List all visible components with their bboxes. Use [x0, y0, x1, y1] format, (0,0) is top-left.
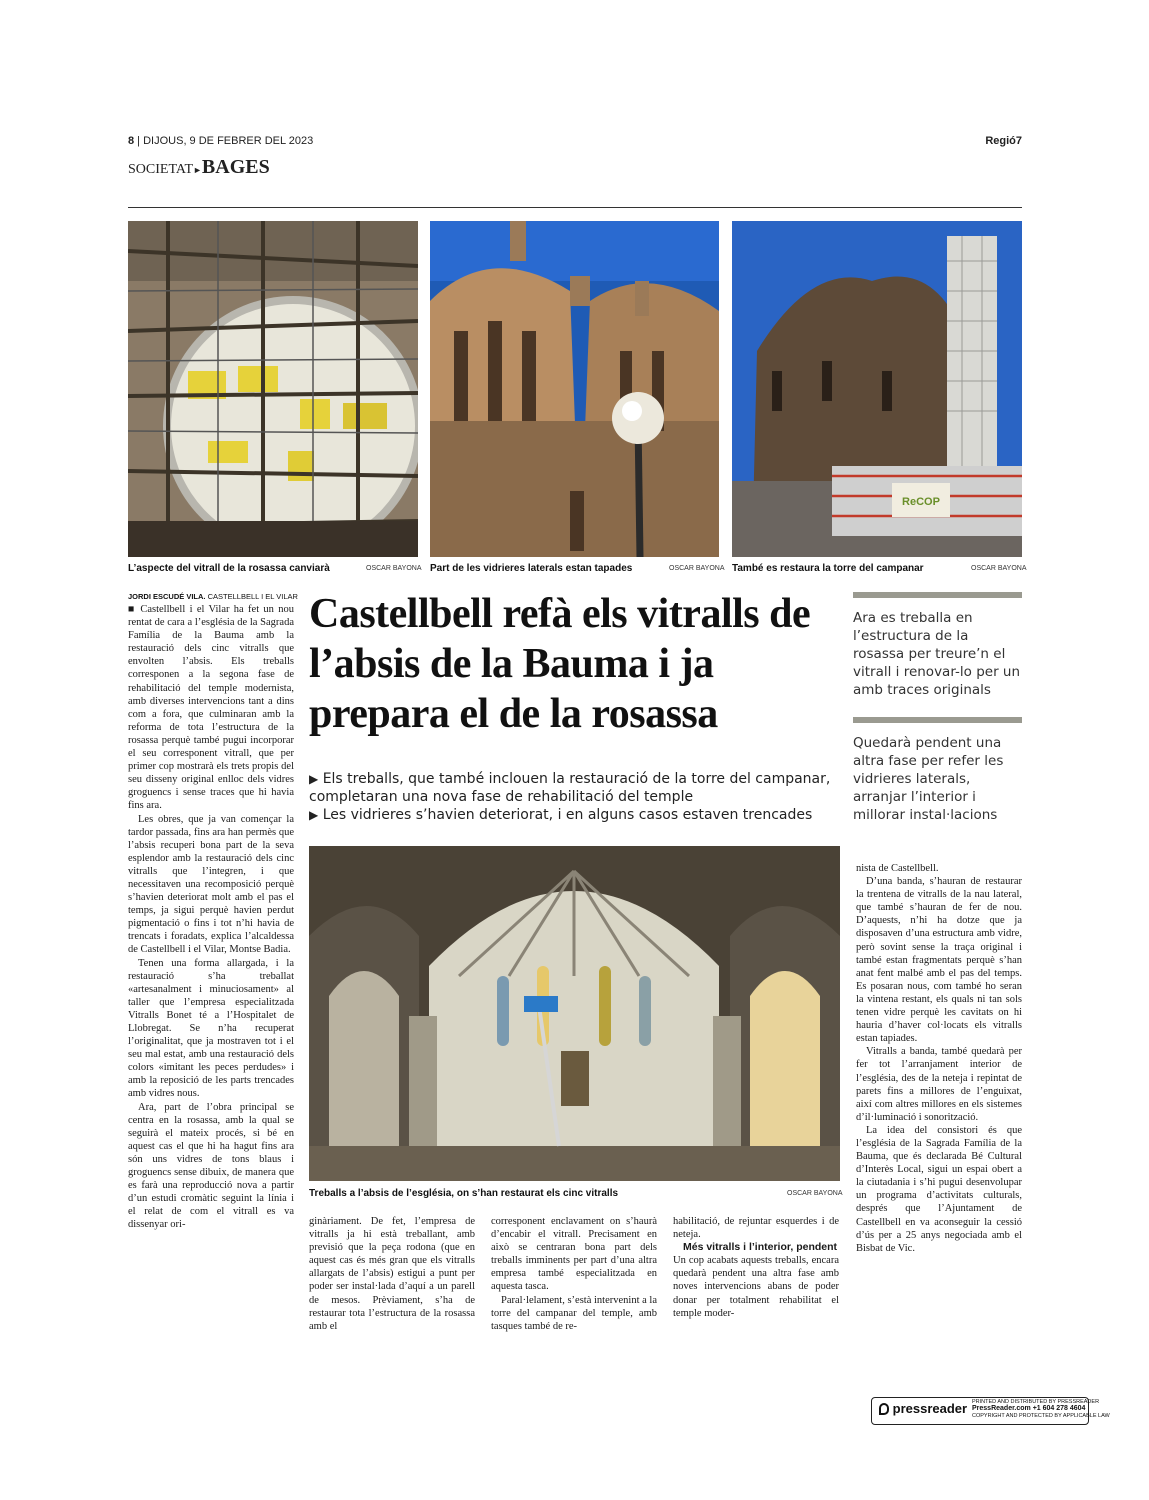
photo-apse-interior — [309, 846, 840, 1181]
quote-divider — [853, 717, 1022, 723]
pull-quote: Quedarà pendent una altra fase per refer les vidrieres laterals, arranjar l’interior i millorar instal·lacions — [853, 735, 1004, 823]
article-column-4 — [673, 1215, 839, 1320]
paragraph: ■ Castellbell i el Vilar ha fet un nou rentat de cara a l’església de la Sagrada Família de la Bauma amb la restauració dels cinc vitralls que envolten l’absis. Els treballs corresponen a la segona fase de rehabilitació del temple modernista, amb diverses intervencions tant a dins com a fora, que culminaran amb la reforma de tota l’estructura de la rosassa perquè també pugui incorporar el seu corresponent vitrall, que per primer cop mostrarà els trets propis del seu disseny original enlloc dels vidres groguencs i sense traces que hi havia fins ara. — [128, 604, 294, 812]
triangle-icon: ▶ — [309, 772, 319, 786]
photo-credit: OSCAR BAYONA — [971, 565, 1027, 572]
photo-caption: També es restaura la torre del campanar — [732, 563, 924, 574]
summary — [309, 770, 839, 824]
article-column-2 — [309, 1215, 475, 1333]
pull-quote: Ara es treballa en l’estructura de la rosassa per treure’n el vitrall i renovar-lo per un amb traces originals — [853, 610, 1021, 698]
page-date: DIJOUS, 9 DE FEBRER DEL 2023 — [143, 135, 314, 147]
summary-item: ▶ Els treballs, que també inclouen la restauració de la torre del campanar, completaran una nova fase de rehabilitació del temple — [309, 771, 831, 805]
photo-credit: OSCAR BAYONA — [787, 1190, 843, 1197]
pressreader-icon — [879, 1403, 889, 1415]
article-column-1 — [128, 603, 294, 1343]
page-number: 8 — [128, 135, 135, 147]
photo-side-windows — [430, 221, 719, 557]
page-folio: 8 | DIJOUS, 9 DE FEBRER DEL 2023 — [128, 135, 314, 147]
paragraph: ginàriament. De fet, l’empresa de vitralls ja hi està treballant, amb previsió que la peça rodona (que en aquest cas és més gran que els vitralls allargats de l’absis) estigui a punt per poder ser instal·lada d’aquí a un parell de mesos. Prèviament, s’ha de restaurar tota l’estructura de la rosassa amb el — [309, 1216, 475, 1332]
subheading: Més vitralls i l’interior, pendent — [683, 1241, 838, 1254]
photo-credit: OSCAR BAYONA — [366, 565, 422, 572]
photo-bell-tower — [732, 221, 1022, 557]
quote-divider — [853, 592, 1022, 598]
photo-credit: OSCAR BAYONA — [669, 565, 725, 572]
byline — [128, 592, 298, 601]
section-label — [128, 156, 270, 179]
triangle-icon: ► — [193, 165, 202, 175]
paragraph: Les obres, que ja van començar la tardor passada, fins ara han permès que l’absis recuperi bona part de la seva esplendor amb la restauració dels cinc vitralls que l’integren, i que necessitaven una recomposició perquè s’havien deteriorat molt amb el pas el temps, ja sigui perquè havien perdut pigmentació o fins i tot n’hi havia de trencats i foradats, explica l’alcaldessa de Castellbell i el Vilar, Montse Badia. — [128, 813, 294, 956]
paragraph: D’una banda, s’hauran de restaurar la trentena de vitralls de la nau lateral, que també s’hauran de fer de nou. D’aquests, n’hi ha dotze que ja disposaven d’una estructura amb vidre, però sovint sense la traça original i també estan fragmentats perquè s’han anat fent malbé amb el pas del temps. Es posaran nous, com també ho seran la vintena restant, els quals ni tan sols tenen vidre perquè les cavitats on hi hauria d’haver col·locats els vitralls estan tapiades. — [856, 876, 1022, 1045]
headline: Castellbell refà els vitralls de l’absis de la Bauma i ja prepara el de la rosassa — [309, 591, 811, 737]
byline-author: JORDI ESCUDÉ VILA. — [128, 592, 206, 601]
paragraph: Un cop acabats aquests treballs, encara quedarà pendent una altra fase amb noves intervencions abans de poder donar per totalment rehabilitat el temple moder- — [673, 1255, 839, 1319]
photo-caption: L’aspecte del vitrall de la rosassa canviarà — [128, 563, 330, 574]
photo-caption: Treballs a l’absis de l’església, on s’han restaurat els cinc vitralls — [309, 1188, 619, 1199]
section-name: SOCIETAT — [128, 162, 193, 177]
banner-text: ReCOP — [902, 496, 940, 508]
paragraph: habilitació, de rejuntar esquerdes i de neteja. — [673, 1216, 839, 1241]
paragraph: La idea del consistori és que l’església de la Sagrada Família de la Bauma, que és declarada Bé Cultural d’Interès Local, sigui un espai obert a la ciutadania i s’hi pugui desenvolupar un programa d’activitats culturals, després que l’Ajuntament de Castellbell en va aconseguir la cessió d’ús per a 25 anys negociada amb el Bisbat de Vic. — [856, 1124, 1022, 1254]
pressreader-notice: PRINTED AND DISTRIBUTED BY PRESSREADER PressReader.com +1 604 278 4604 COPYRIGHT AND PROTECTED BY APPLICABLE LAW — [972, 1399, 1110, 1419]
newspaper-brand: Regió7 — [985, 135, 1022, 147]
paragraph: nista de Castellbell. — [856, 863, 939, 874]
article-column-5 — [856, 862, 1022, 1255]
byline-place: CASTELLBELL I EL VILAR — [207, 592, 298, 601]
summary-item: ▶ Les vidrieres s’havien deteriorat, i en alguns casos estaven trencades — [309, 807, 813, 823]
article-column-3 — [491, 1215, 657, 1333]
paragraph: Ara, part de l’obra principal se centra en la rosassa, amb la qual se seguirà el mateix procés, si bé en aquest cas el que hi ha hagut fins ara són uns vidres de tons blaus i groguencs sense dibuix, de manera que es farà una reproducció nova a partir d’un estudi cromàtic seguint la línia i el relat de com el vitrall es va dissenyar ori- — [128, 1101, 294, 1231]
header-rule — [128, 207, 1022, 208]
photo-caption: Part de les vidrieres laterals estan tapades — [430, 563, 633, 574]
paragraph: Tenen una forma allargada, i la restauració s’ha treballat «artesanalment i minuciosament» al taller que l’empresa especialitzada Vitralls Bonet té a l’Hospitalet de Llobregat. Se n’ha recuperat l’originalitat, que ja mostraven tot i el seu mal estat, amb una restauració dels colors «imitant les peces perdudes» i amb la reposició de les parts trencades amb vidres nous. — [128, 957, 294, 1100]
photo-rose-window — [128, 221, 418, 557]
triangle-icon: ▶ — [309, 808, 319, 822]
paragraph: Vitralls a banda, també quedarà per fer tot l’arranjament interior de l’església, des de la neteja i repintat de parets fins a millores de l’enguixat, així com altres millores en els sistemes d’il·luminació i sonorització. — [856, 1046, 1022, 1123]
pressreader-logo: pressreader — [879, 1401, 967, 1416]
paragraph: corresponent enclavament on s’haurà d’encabir el vitrall. Precisament en això se centraran bona part dels treballs imminents per part d’una altra empresa també especialitzada en aquesta tasca. — [491, 1216, 657, 1293]
subsection-name: BAGES — [201, 156, 270, 178]
paragraph: Paral·lelament, s’està intervenint a la torre del campanar del temple, amb tasques també de re- — [491, 1294, 657, 1332]
